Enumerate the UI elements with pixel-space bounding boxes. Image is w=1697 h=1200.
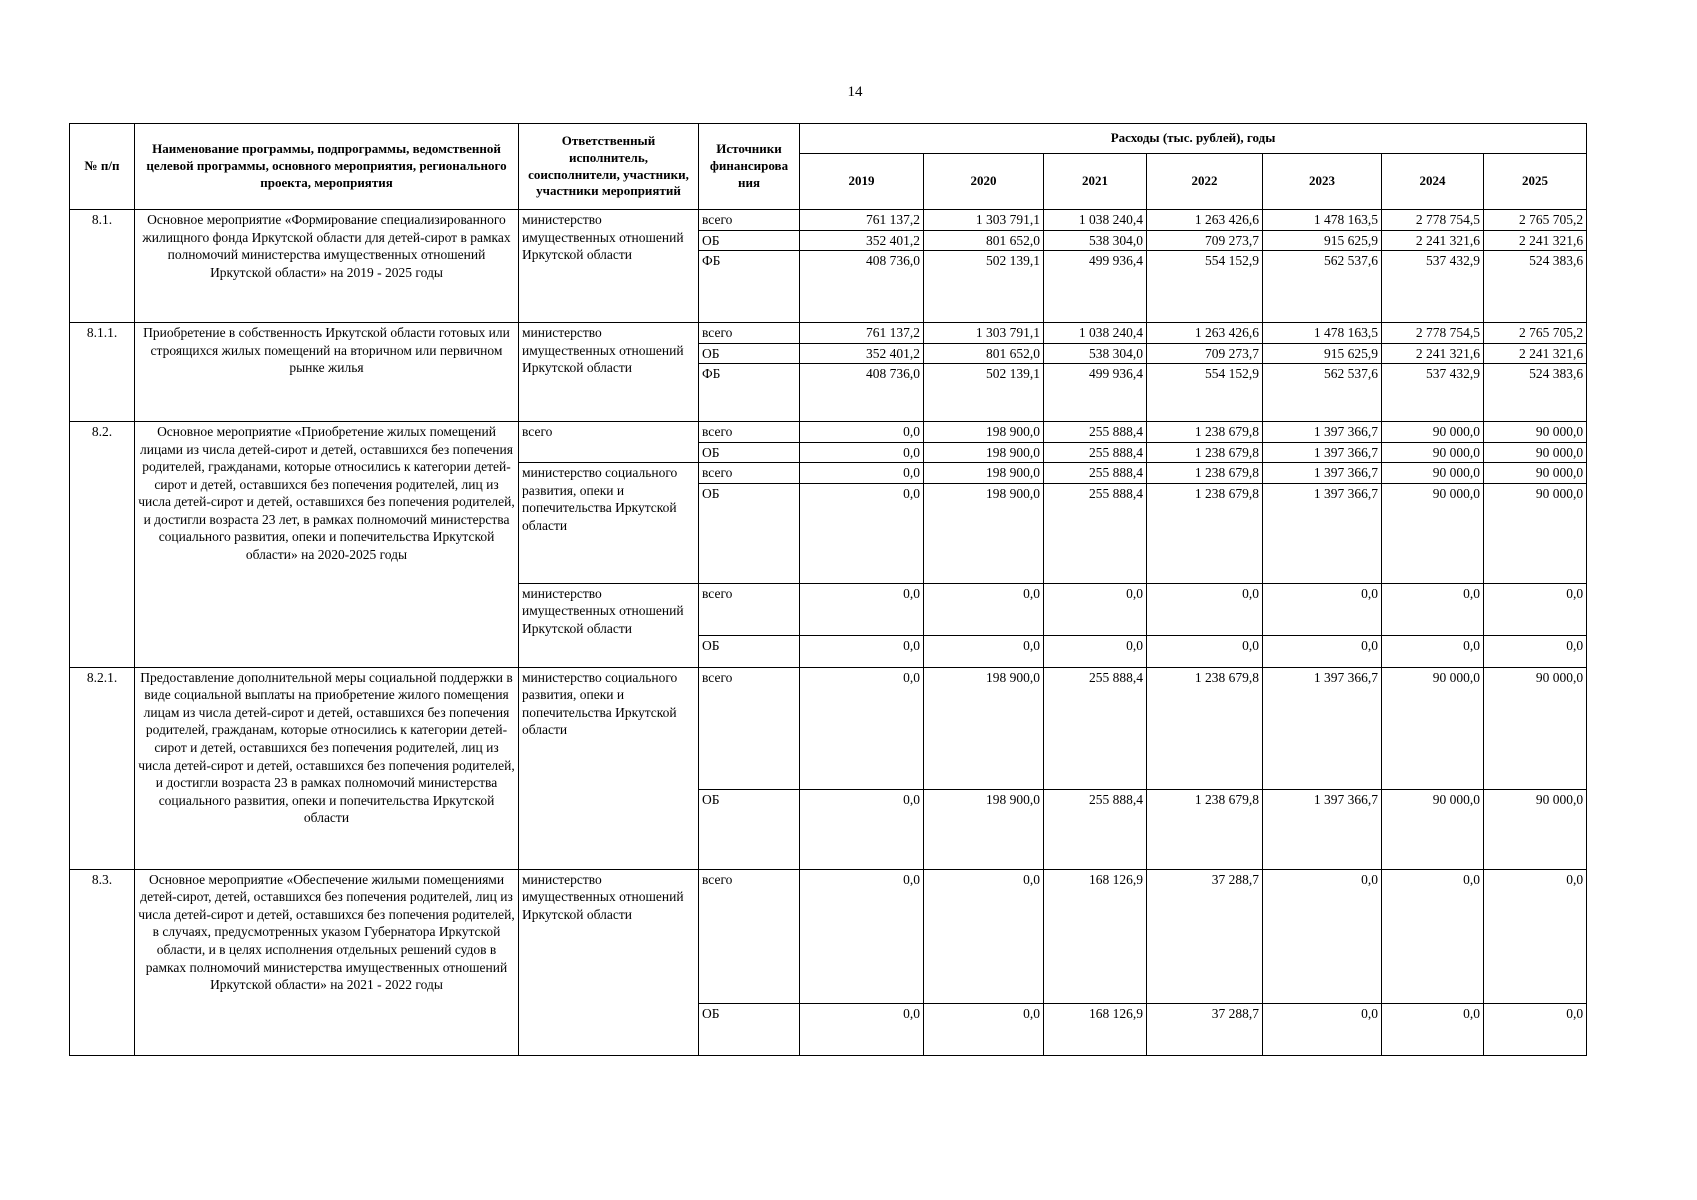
item-number: 8.3. [70,869,135,1055]
value-cell: 2 241 321,6 [1382,230,1484,251]
value-cell: 352 401,2 [800,343,924,364]
value-cell: 90 000,0 [1484,789,1587,869]
value-cell: 198 900,0 [924,442,1044,463]
value-cell: 0,0 [1484,583,1587,635]
value-cell: 502 139,1 [924,251,1044,323]
value-cell: 524 383,6 [1484,364,1587,422]
page-number: 14 [847,84,863,100]
executor-cell: министерство имущественных отношений Иркутской области [519,210,699,323]
value-cell: 1 238 679,8 [1147,483,1263,583]
value-cell: 915 625,9 [1263,230,1382,251]
header-year: 2021 [1044,154,1147,210]
executor-cell: министерство социального развития, опеки и попечительства Иркутской области [519,667,699,869]
value-cell: 0,0 [800,869,924,1003]
value-cell: 554 152,9 [1147,251,1263,323]
source-cell: ОБ [699,1003,800,1055]
table-header [70,124,1587,210]
value-cell: 255 888,4 [1044,463,1147,484]
header-executor: Ответственный исполнитель, соисполнители, участники, участники мероприятий [519,124,699,210]
value-cell: 0,0 [1382,635,1484,667]
value-cell: 408 736,0 [800,364,924,422]
value-cell: 198 900,0 [924,422,1044,443]
value-cell: 554 152,9 [1147,364,1263,422]
value-cell: 90 000,0 [1484,422,1587,443]
source-cell: всего [699,463,800,484]
value-cell: 352 401,2 [800,230,924,251]
value-cell: 0,0 [800,463,924,484]
budget-table [69,123,1587,1056]
value-cell: 1 478 163,5 [1263,323,1382,344]
value-cell: 0,0 [800,789,924,869]
value-cell: 0,0 [1484,869,1587,1003]
table-row [70,323,1587,344]
item-name: Основное мероприятие «Обеспечение жилыми помещениями детей-сирот, детей, оставшихся без попечения родителей, лиц из числа детей-сирот и детей, оставшихся без попечения родителей, в случаях, предусмотренных указом Губернатора Иркутской области, и в целях исполнения отдельных решений судов в рамках полномочий министерства имущественных отношений Иркутской области» на 2021 - 2022 годы [135,869,519,1055]
value-cell: 90 000,0 [1382,789,1484,869]
value-cell: 0,0 [800,583,924,635]
value-cell: 90 000,0 [1382,667,1484,789]
value-cell: 2 241 321,6 [1382,343,1484,364]
value-cell: 0,0 [1263,635,1382,667]
value-cell: 168 126,9 [1044,1003,1147,1055]
value-cell: 90 000,0 [1382,442,1484,463]
header-name: Наименование программы, подпрограммы, ведомственной целевой программы, основного мероприятия, регионального проекта, мероприятия [135,124,519,210]
value-cell: 562 537,6 [1263,364,1382,422]
value-cell: 90 000,0 [1382,422,1484,443]
value-cell: 90 000,0 [1484,463,1587,484]
table-body [70,210,1587,1056]
value-cell: 255 888,4 [1044,789,1147,869]
table-row [70,422,1587,443]
value-cell: 0,0 [1382,1003,1484,1055]
header-year: 2020 [924,154,1044,210]
table-row [70,667,1587,789]
value-cell: 0,0 [800,667,924,789]
header-expenses: Расходы (тыс. рублей), годы [800,124,1587,154]
item-name: Основное мероприятие «Формирование специализированного жилищного фонда Иркутской области для детей-сирот в рамках полномочий министерства имущественных отношений Иркутской области» на 2019 - 2025 годы [135,210,519,323]
table-row [70,869,1587,1003]
value-cell: 538 304,0 [1044,343,1147,364]
value-cell: 1 238 679,8 [1147,442,1263,463]
value-cell: 0,0 [1147,635,1263,667]
header-source: Источники финансирова ния [699,124,800,210]
value-cell: 2 241 321,6 [1484,343,1587,364]
value-cell: 168 126,9 [1044,869,1147,1003]
source-cell: ОБ [699,230,800,251]
value-cell: 255 888,4 [1044,483,1147,583]
value-cell: 1 238 679,8 [1147,463,1263,484]
value-cell: 537 432,9 [1382,364,1484,422]
item-number: 8.1. [70,210,135,323]
source-cell: всего [699,210,800,231]
value-cell: 198 900,0 [924,463,1044,484]
executor-cell: министерство имущественных отношений Иркутской области [519,583,699,667]
value-cell: 0,0 [1382,583,1484,635]
item-number: 8.1.1. [70,323,135,422]
value-cell: 2 765 705,2 [1484,323,1587,344]
source-cell: всего [699,422,800,443]
table-row [70,210,1587,231]
value-cell: 1 263 426,6 [1147,323,1263,344]
value-cell: 499 936,4 [1044,251,1147,323]
value-cell: 90 000,0 [1484,442,1587,463]
value-cell: 1 238 679,8 [1147,667,1263,789]
value-cell: 255 888,4 [1044,422,1147,443]
value-cell: 408 736,0 [800,251,924,323]
executor-cell: всего [519,422,699,463]
value-cell: 37 288,7 [1147,869,1263,1003]
value-cell: 0,0 [800,442,924,463]
header-year: 2023 [1263,154,1382,210]
value-cell: 1 038 240,4 [1044,210,1147,231]
source-cell: ФБ [699,251,800,323]
value-cell: 2 778 754,5 [1382,210,1484,231]
value-cell: 502 139,1 [924,364,1044,422]
value-cell: 0,0 [1044,635,1147,667]
value-cell: 1 397 366,7 [1263,789,1382,869]
value-cell: 1 397 366,7 [1263,483,1382,583]
item-name: Предоставление дополнительной меры социальной поддержки в виде социальной выплаты на приобретение жилого помещения лицам из числа детей-сирот и детей, оставшихся без попечения родителей, гражданам, которые относились к категории детей-сирот и детей, оставшихся без попечения родителей, лиц из числа детей-сирот и детей, оставшихся без попечения родителей, и достигли возраста 23 в рамках полномочий министерства социального развития, опеки и попечительства Иркутской области [135,667,519,869]
value-cell: 524 383,6 [1484,251,1587,323]
value-cell: 0,0 [1484,635,1587,667]
header-year: 2019 [800,154,924,210]
value-cell: 0,0 [800,635,924,667]
source-cell: всего [699,667,800,789]
value-cell: 198 900,0 [924,667,1044,789]
executor-cell: министерство имущественных отношений Иркутской области [519,869,699,1055]
value-cell: 0,0 [800,483,924,583]
value-cell: 37 288,7 [1147,1003,1263,1055]
value-cell: 0,0 [1382,869,1484,1003]
value-cell: 0,0 [924,635,1044,667]
source-cell: ОБ [699,343,800,364]
value-cell: 2 765 705,2 [1484,210,1587,231]
value-cell: 2 778 754,5 [1382,323,1484,344]
value-cell: 537 432,9 [1382,251,1484,323]
value-cell: 90 000,0 [1484,667,1587,789]
value-cell: 0,0 [1147,583,1263,635]
value-cell: 1 397 366,7 [1263,463,1382,484]
value-cell: 2 241 321,6 [1484,230,1587,251]
value-cell: 761 137,2 [800,210,924,231]
value-cell: 90 000,0 [1382,463,1484,484]
header-num: № п/п [70,124,135,210]
value-cell: 198 900,0 [924,483,1044,583]
executor-cell: министерство имущественных отношений Иркутской области [519,323,699,422]
item-name: Основное мероприятие «Приобретение жилых помещений лицами из числа детей-сирот и детей, оставшихся без попечения родителей, гражданами, которые относились к категории детей-сирот и детей, оставшихся без попечения родителей, лиц из числа детей-сирот и детей, оставшихся без попечения родителей, и достигли возраста 23 лет, в рамках полномочий министерства социального развития, опеки и попечительства Иркутской области» на 2020-2025 годы [135,422,519,668]
value-cell: 0,0 [924,869,1044,1003]
value-cell: 1 038 240,4 [1044,323,1147,344]
value-cell: 1 303 791,1 [924,323,1044,344]
item-name: Приобретение в собственность Иркутской области готовых или строящихся жилых помещений на вторичном или первичном рынке жилья [135,323,519,422]
source-cell: ОБ [699,789,800,869]
value-cell: 499 936,4 [1044,364,1147,422]
value-cell: 709 273,7 [1147,230,1263,251]
value-cell: 0,0 [1484,1003,1587,1055]
value-cell: 0,0 [1263,869,1382,1003]
value-cell: 0,0 [1044,583,1147,635]
value-cell: 0,0 [1263,1003,1382,1055]
value-cell: 709 273,7 [1147,343,1263,364]
executor-cell: министерство социального развития, опеки и попечительства Иркутской области [519,463,699,584]
value-cell: 90 000,0 [1382,483,1484,583]
source-cell: всего [699,323,800,344]
value-cell: 915 625,9 [1263,343,1382,364]
value-cell: 0,0 [800,1003,924,1055]
value-cell: 255 888,4 [1044,442,1147,463]
source-cell: ФБ [699,364,800,422]
value-cell: 1 397 366,7 [1263,422,1382,443]
source-cell: всего [699,583,800,635]
value-cell: 1 397 366,7 [1263,442,1382,463]
value-cell: 0,0 [924,1003,1044,1055]
value-cell: 90 000,0 [1484,483,1587,583]
value-cell: 1 238 679,8 [1147,422,1263,443]
value-cell: 255 888,4 [1044,667,1147,789]
item-number: 8.2. [70,422,135,668]
source-cell: ОБ [699,483,800,583]
source-cell: ОБ [699,442,800,463]
value-cell: 0,0 [924,583,1044,635]
value-cell: 1 478 163,5 [1263,210,1382,231]
value-cell: 1 303 791,1 [924,210,1044,231]
value-cell: 0,0 [800,422,924,443]
value-cell: 801 652,0 [924,343,1044,364]
item-number: 8.2.1. [70,667,135,869]
value-cell: 801 652,0 [924,230,1044,251]
value-cell: 761 137,2 [800,323,924,344]
header-year: 2022 [1147,154,1263,210]
value-cell: 198 900,0 [924,789,1044,869]
value-cell: 538 304,0 [1044,230,1147,251]
value-cell: 1 397 366,7 [1263,667,1382,789]
value-cell: 562 537,6 [1263,251,1382,323]
header-year: 2024 [1382,154,1484,210]
value-cell: 1 263 426,6 [1147,210,1263,231]
header-year: 2025 [1484,154,1587,210]
value-cell: 0,0 [1263,583,1382,635]
source-cell: ОБ [699,635,800,667]
value-cell: 1 238 679,8 [1147,789,1263,869]
source-cell: всего [699,869,800,1003]
